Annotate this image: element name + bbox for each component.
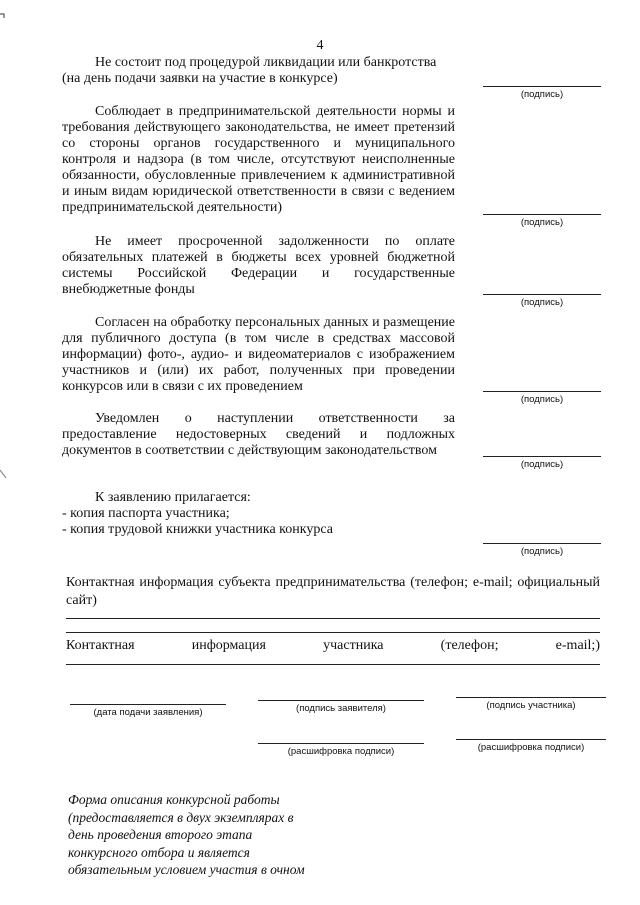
text-line: и иным видам юридической ответственности в связи с ведением [62, 184, 455, 199]
consent-statement [62, 315, 455, 395]
entrepreneur-contact-field-2[interactable] [66, 632, 600, 633]
date-label: (дата подачи заявления) [93, 707, 203, 718]
applicant-signature-label: (подпись заявителя) [296, 703, 386, 714]
text-line: информации) фото-, аудио- и видеоматериалов с изображением [62, 347, 455, 362]
signature-line[interactable] [483, 214, 601, 215]
text-line: Не состоит под процедурой ликвидации или банкротства [95, 55, 437, 70]
decode-field-1[interactable] [258, 743, 424, 744]
text-line: Контактная информация субъекта предпринимательства (телефон; e-mail; официальный [66, 575, 600, 590]
scan-corner-mark [0, 0, 18, 18]
applicant-signature-field[interactable] [258, 700, 424, 701]
text-line: обязательных платежей в бюджеты всех уровней бюджетной [62, 250, 455, 265]
participant-signature-field[interactable] [456, 697, 606, 698]
contact-word: информация [191, 638, 266, 653]
participant-contact-label [66, 638, 600, 654]
participant-signature-label: (подпись участника) [486, 700, 576, 711]
liquidation-statement [62, 55, 455, 87]
text-line: предоставление недостоверных сведений и подложных [62, 427, 455, 442]
text-line: обязанности, обусловленные привлечением к административной [62, 168, 455, 183]
contact-word: участника [323, 638, 384, 653]
attachment-item: - копия трудовой книжки участника конкурса [62, 522, 333, 537]
text-line: день проведения второго этапа [68, 827, 253, 842]
page-number: 4 [316, 38, 324, 53]
text-line: сайт) [66, 593, 97, 608]
decode-label-2: (расшифровка подписи) [477, 742, 585, 753]
contact-word: Контактная [66, 638, 135, 653]
text-line: (предоставляется в двух экземплярах в [68, 809, 294, 825]
form-description [68, 791, 348, 879]
signature-label: (подпись) [520, 394, 564, 405]
signature-line[interactable] [483, 391, 601, 392]
attachments-heading: К заявлению прилагается: [95, 490, 251, 505]
text-line: Уведомлен о наступлении ответственности за [95, 411, 455, 426]
text-line: со стороны органов государственного и муниципального [62, 136, 455, 151]
signature-label: (подпись) [520, 217, 564, 228]
signature-label: (подпись) [520, 297, 564, 308]
date-field[interactable] [70, 704, 226, 705]
contact-word: (телефон; [440, 638, 499, 653]
entrepreneur-contact-field[interactable] [66, 618, 600, 619]
text-line: для публичного доступа (в том числе в средствах массовой [62, 331, 455, 346]
text-line: внебюджетные фонды [62, 282, 195, 297]
text-line: (на день подачи заявки на участие в конкурсе) [62, 71, 338, 86]
text-line: контроля и надзора (в том числе, отсутствуют неисполненные [62, 152, 455, 167]
participant-contact-field[interactable] [66, 664, 600, 665]
text-line: требования действующего законодательства, не имеет претензий [62, 120, 455, 135]
decode-label-1: (расшифровка подписи) [287, 746, 395, 757]
text-line: Не имеет просроченной задолженности по оплате [95, 234, 455, 249]
signature-line[interactable] [483, 456, 601, 457]
scan-edge-mark [0, 470, 18, 488]
text-line: обязательным условием участия в очном [68, 862, 305, 877]
signature-line[interactable] [483, 86, 601, 87]
text-line: Соблюдает в предпринимательской деятельности нормы и [95, 104, 455, 119]
signature-line[interactable] [483, 294, 601, 295]
debts-statement [62, 234, 455, 298]
text-line: документов в соответствии с действующим законодательством [62, 443, 438, 458]
signature-label: (подпись) [520, 459, 564, 470]
compliance-statement [62, 104, 455, 216]
text-line: участников и (или) их работ, полученных при проведении [62, 363, 455, 378]
signature-label: (подпись) [520, 89, 564, 100]
text-line: системы Российской Федерации и государственные [62, 266, 455, 281]
signature-line[interactable] [483, 543, 601, 544]
responsibility-statement [62, 411, 455, 459]
text-line: предпринимательской деятельности) [62, 200, 283, 215]
attachment-item: - копия паспорта участника; [62, 506, 230, 521]
entrepreneur-contact-label [66, 574, 600, 610]
contact-word: e-mail;) [555, 638, 600, 653]
text-line: конкурсов или в связи с их проведением [62, 379, 303, 394]
text-line: Согласен на обработку персональных данных и размещение [95, 315, 455, 330]
text-line: Форма описания конкурсной работы [68, 792, 280, 807]
text-line: конкурсного отбора и является [68, 844, 250, 860]
signature-label: (подпись) [520, 546, 564, 557]
decode-field-2[interactable] [456, 739, 606, 740]
attachments-block [62, 490, 455, 538]
